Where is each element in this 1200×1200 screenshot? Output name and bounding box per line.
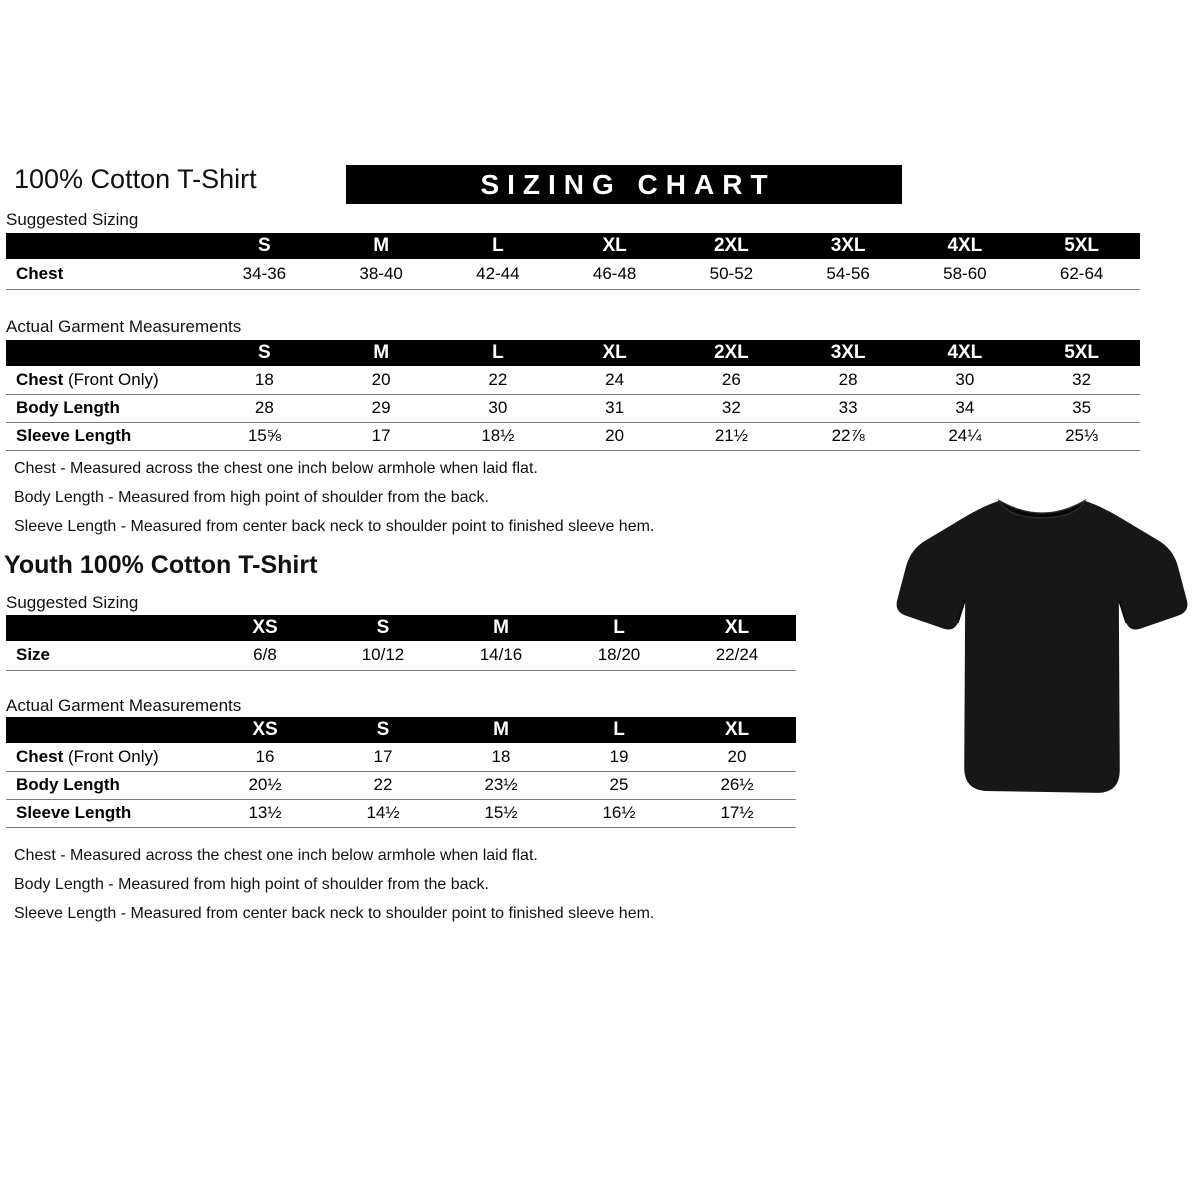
size-table-header-row <box>6 340 1140 366</box>
size-table-header-row <box>6 233 1140 259</box>
adult-suggested-sizing-table <box>6 233 1140 290</box>
table-cell: 26½ <box>678 771 796 799</box>
size-column-header: L <box>440 340 557 366</box>
youth-actual-measurements-table <box>6 717 796 828</box>
youth-actual-measurements-label: Actual Garment Measurements <box>6 696 242 715</box>
size-column-header: XL <box>556 340 673 366</box>
table-cell: 46-48 <box>556 259 673 289</box>
header-corner-cell <box>6 717 206 743</box>
row-label: Chest <box>6 259 206 289</box>
size-column-header: M <box>442 615 560 641</box>
table-cell: 42-44 <box>440 259 557 289</box>
row-label: Body Length <box>6 771 206 799</box>
size-column-header: 4XL <box>907 340 1024 366</box>
table-cell: 22/24 <box>678 641 796 670</box>
table-row <box>6 799 796 827</box>
size-table-header-row <box>6 717 796 743</box>
size-column-header: 4XL <box>907 233 1024 259</box>
table-cell: 19 <box>560 743 678 771</box>
size-table <box>6 233 1140 290</box>
table-row <box>6 771 796 799</box>
table-row <box>6 422 1140 450</box>
table-cell: 34 <box>907 394 1024 422</box>
table-cell: 17 <box>324 743 442 771</box>
table-cell: 17½ <box>678 799 796 827</box>
youth-suggested-sizing-table <box>6 615 796 671</box>
size-table-header-row <box>6 615 796 641</box>
adult-note-chest: Chest - Measured across the chest one inch below armhole when laid flat. <box>14 460 538 477</box>
adult-suggested-sizing-label: Suggested Sizing <box>6 210 139 229</box>
table-cell: 20½ <box>206 771 324 799</box>
table-cell: 25⅓ <box>1023 422 1140 450</box>
table-cell: 38-40 <box>323 259 440 289</box>
row-label: Sleeve Length <box>6 422 206 450</box>
table-cell: 14/16 <box>442 641 560 670</box>
table-cell: 26 <box>673 366 790 394</box>
youth-section-title: Youth 100% Cotton T-Shirt <box>4 551 318 579</box>
size-column-header: M <box>323 340 440 366</box>
youth-note-chest: Chest - Measured across the chest one inch below armhole when laid flat. <box>14 847 538 864</box>
table-cell: 24¼ <box>907 422 1024 450</box>
row-label: Chest (Front Only) <box>6 743 206 771</box>
size-column-header: 2XL <box>673 233 790 259</box>
table-cell: 20 <box>556 422 673 450</box>
size-column-header: 5XL <box>1023 340 1140 366</box>
size-column-header: L <box>560 717 678 743</box>
size-column-header: M <box>323 233 440 259</box>
table-cell: 25 <box>560 771 678 799</box>
table-cell: 16 <box>206 743 324 771</box>
tshirt-graphic <box>895 472 1189 816</box>
size-column-header: L <box>560 615 678 641</box>
table-row <box>6 641 796 670</box>
table-cell: 31 <box>556 394 673 422</box>
header-corner-cell <box>6 615 206 641</box>
table-cell: 23½ <box>442 771 560 799</box>
table-cell: 28 <box>790 366 907 394</box>
row-label: Size <box>6 641 206 670</box>
size-table <box>6 615 796 671</box>
table-cell: 15⅝ <box>206 422 323 450</box>
table-cell: 30 <box>907 366 1024 394</box>
page-title: 100% Cotton T-Shirt <box>14 164 257 194</box>
tshirt-silhouette <box>895 472 1189 816</box>
size-column-header: S <box>206 233 323 259</box>
adult-actual-measurements-label: Actual Garment Measurements <box>6 317 242 336</box>
adult-note-body-length: Body Length - Measured from high point of shoulder from the back. <box>14 489 489 506</box>
table-cell: 24 <box>556 366 673 394</box>
youth-suggested-sizing-label: Suggested Sizing <box>6 593 139 612</box>
table-cell: 13½ <box>206 799 324 827</box>
table-cell: 32 <box>673 394 790 422</box>
table-cell: 30 <box>440 394 557 422</box>
size-table <box>6 717 796 828</box>
table-cell: 29 <box>323 394 440 422</box>
table-cell: 18½ <box>440 422 557 450</box>
table-cell: 32 <box>1023 366 1140 394</box>
row-label: Chest (Front Only) <box>6 366 206 394</box>
table-cell: 35 <box>1023 394 1140 422</box>
table-row <box>6 394 1140 422</box>
size-column-header: S <box>206 340 323 366</box>
table-row <box>6 366 1140 394</box>
table-cell: 22 <box>324 771 442 799</box>
table-row <box>6 259 1140 289</box>
table-cell: 20 <box>678 743 796 771</box>
table-cell: 62-64 <box>1023 259 1140 289</box>
table-cell: 18 <box>442 743 560 771</box>
table-cell: 16½ <box>560 799 678 827</box>
table-cell: 22 <box>440 366 557 394</box>
header-corner-cell <box>6 233 206 259</box>
table-cell: 18 <box>206 366 323 394</box>
table-cell: 58-60 <box>907 259 1024 289</box>
sizing-chart-banner: SIZING CHART <box>346 165 902 204</box>
adult-note-sleeve-length: Sleeve Length - Measured from center back neck to shoulder point to finished sleeve hem. <box>14 518 655 535</box>
table-cell: 22⅞ <box>790 422 907 450</box>
youth-note-sleeve-length: Sleeve Length - Measured from center back neck to shoulder point to finished sleeve hem. <box>14 905 655 922</box>
size-column-header: XL <box>556 233 673 259</box>
size-column-header: 5XL <box>1023 233 1140 259</box>
size-column-header: L <box>440 233 557 259</box>
table-cell: 6/8 <box>206 641 324 670</box>
size-column-header: 3XL <box>790 233 907 259</box>
table-row <box>6 743 796 771</box>
size-column-header: S <box>324 615 442 641</box>
table-cell: 21½ <box>673 422 790 450</box>
table-cell: 10/12 <box>324 641 442 670</box>
table-cell: 14½ <box>324 799 442 827</box>
header-corner-cell <box>6 340 206 366</box>
size-column-header: 2XL <box>673 340 790 366</box>
size-column-header: XL <box>678 717 796 743</box>
adult-actual-measurements-table <box>6 340 1140 451</box>
row-label: Body Length <box>6 394 206 422</box>
table-cell: 50-52 <box>673 259 790 289</box>
table-cell: 15½ <box>442 799 560 827</box>
size-column-header: XS <box>206 717 324 743</box>
table-cell: 18/20 <box>560 641 678 670</box>
size-table <box>6 340 1140 451</box>
table-cell: 17 <box>323 422 440 450</box>
row-label: Sleeve Length <box>6 799 206 827</box>
table-cell: 20 <box>323 366 440 394</box>
size-column-header: XS <box>206 615 324 641</box>
table-cell: 54-56 <box>790 259 907 289</box>
size-column-header: S <box>324 717 442 743</box>
table-cell: 33 <box>790 394 907 422</box>
table-cell: 34-36 <box>206 259 323 289</box>
size-column-header: XL <box>678 615 796 641</box>
size-column-header: M <box>442 717 560 743</box>
size-column-header: 3XL <box>790 340 907 366</box>
youth-note-body-length: Body Length - Measured from high point of shoulder from the back. <box>14 876 489 893</box>
table-cell: 28 <box>206 394 323 422</box>
